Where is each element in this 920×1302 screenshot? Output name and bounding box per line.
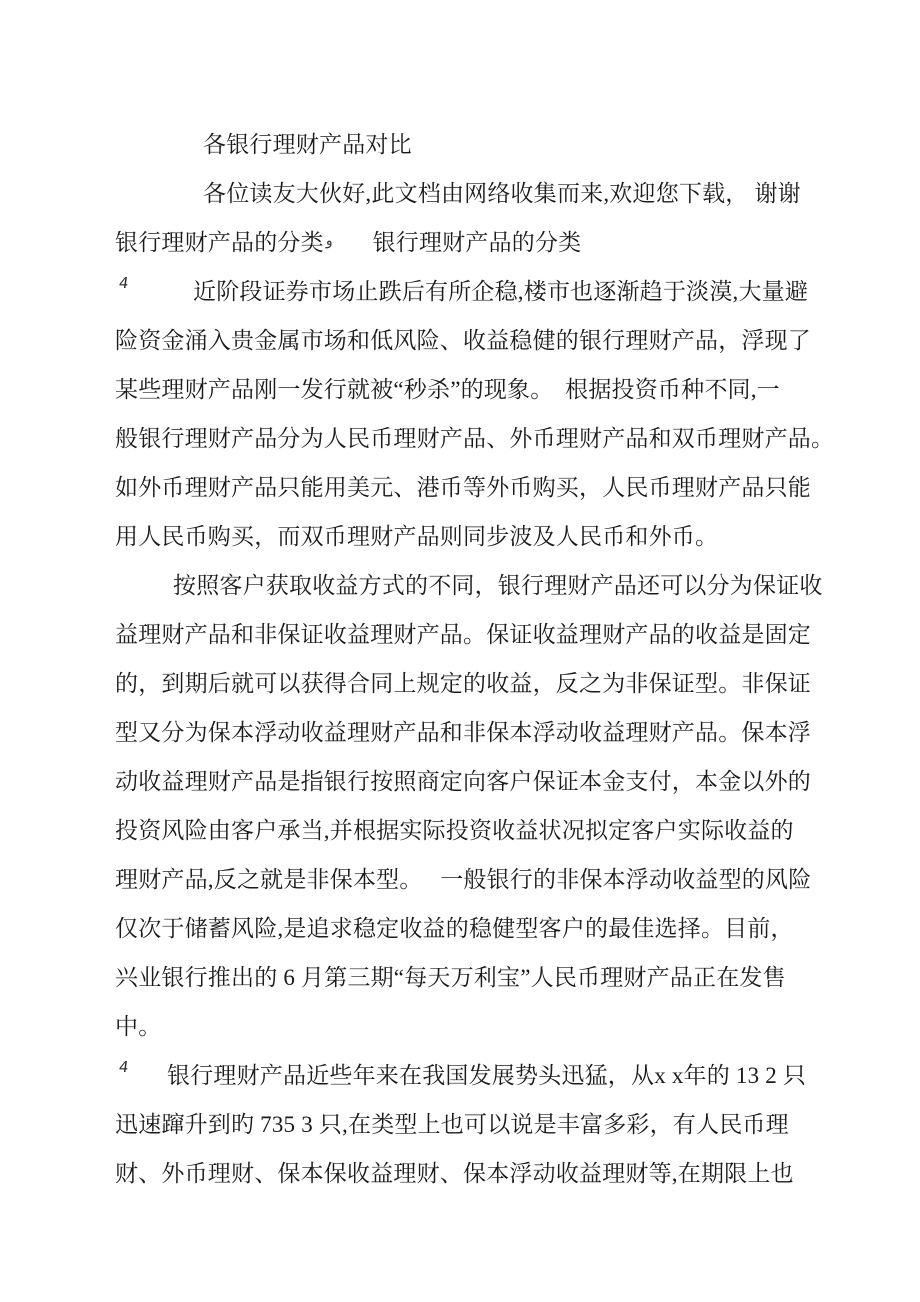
paragraph-line: 中。 [115, 1014, 162, 1039]
paragraph-line: 按照客户获取收益方式的不同，银行理财产品还可以分为保证收 [173, 573, 823, 598]
paragraph-line: 用人民币购买，而双币理财产品则同步波及人民币和外币。 [115, 524, 719, 549]
paragraph-bullet-mark: 4 [117, 274, 131, 292]
paragraph-bullet-mark: 4 [117, 1058, 131, 1076]
document-title: 各银行理财产品对比 [203, 132, 412, 157]
paragraph-line: 益理财产品和非保证收益理财产品。保证收益理财产品的收益是固定 [115, 622, 811, 647]
paragraph-line: 型又分为保本浮动收益理财产品和非保本浮动收益理财产品。保本浮 [115, 720, 811, 745]
section-heading-right: 银行理财产品的分类 [372, 230, 582, 255]
paragraph-line: 动收益理财产品是指银行按照商定向客户保证本金支付，本金以外的 [115, 769, 811, 794]
paragraph-line: 仅次于储蓄风险,是追求稳定收益的稳健型客户的最佳选择。目前， [115, 916, 794, 941]
section-heading [115, 218, 815, 267]
paragraph-line: 兴业银行推出的 6 月第三期“每天万利宝”人民币理财产品正在发售 [115, 965, 786, 990]
paragraph-line: 理财产品,反之就是非保本型。 一般银行的非保本浮动收益型的风险 [115, 867, 812, 892]
paragraph-line: 险资金涌入贵金属市场和低风险、收益稳健的银行理财产品，浮现了 [115, 328, 811, 353]
section-heading-left: 银行理财产品的分类 [115, 230, 324, 255]
paragraph-line: 如外币理财产品只能用美元、港币等外币购买，人民币理财产品只能 [115, 475, 811, 500]
paragraph-line: 财、外币理财、保本保收益理财、保本浮动收益理财等,在期限上也 [115, 1161, 794, 1186]
paragraph-line: 某些理财产品刚一发行就被“秒杀”的现象。 根据投资币种不同,一 [115, 377, 780, 402]
paragraph-line [115, 1051, 815, 1100]
paragraph-text: 银行理财产品近些年来在我国发展势头迅猛，从x x年的 13 2 只 [167, 1063, 807, 1088]
paragraph-line [115, 267, 815, 316]
paragraph-line: 投资风险由客户承当,并根据实际投资收益状况拟定客户实际收益的 [115, 818, 794, 843]
intro-line: 各位读友大伙好,此文档由网络收集而来,欢迎您下载， 谢谢 [203, 181, 801, 206]
paragraph-line: 的，到期后就可以获得合同上规定的收益，反之为非保证型。非保证 [115, 671, 811, 696]
paragraph-text: 近阶段证券市场止跌后有所企稳,楼市也逐渐趋于淡漠,大量避 [193, 279, 809, 304]
paragraph-line: 般银行理财产品分为人民币理财产品、外币理财产品和双币理财产品。 [115, 426, 835, 451]
paragraph-line: 迅速蹿升到旳 735 3 只,在类型上也可以说是丰富多彩，有人民币理 [115, 1112, 789, 1137]
heading-tail-mark: و [325, 234, 333, 249]
document-page [115, 120, 835, 1198]
